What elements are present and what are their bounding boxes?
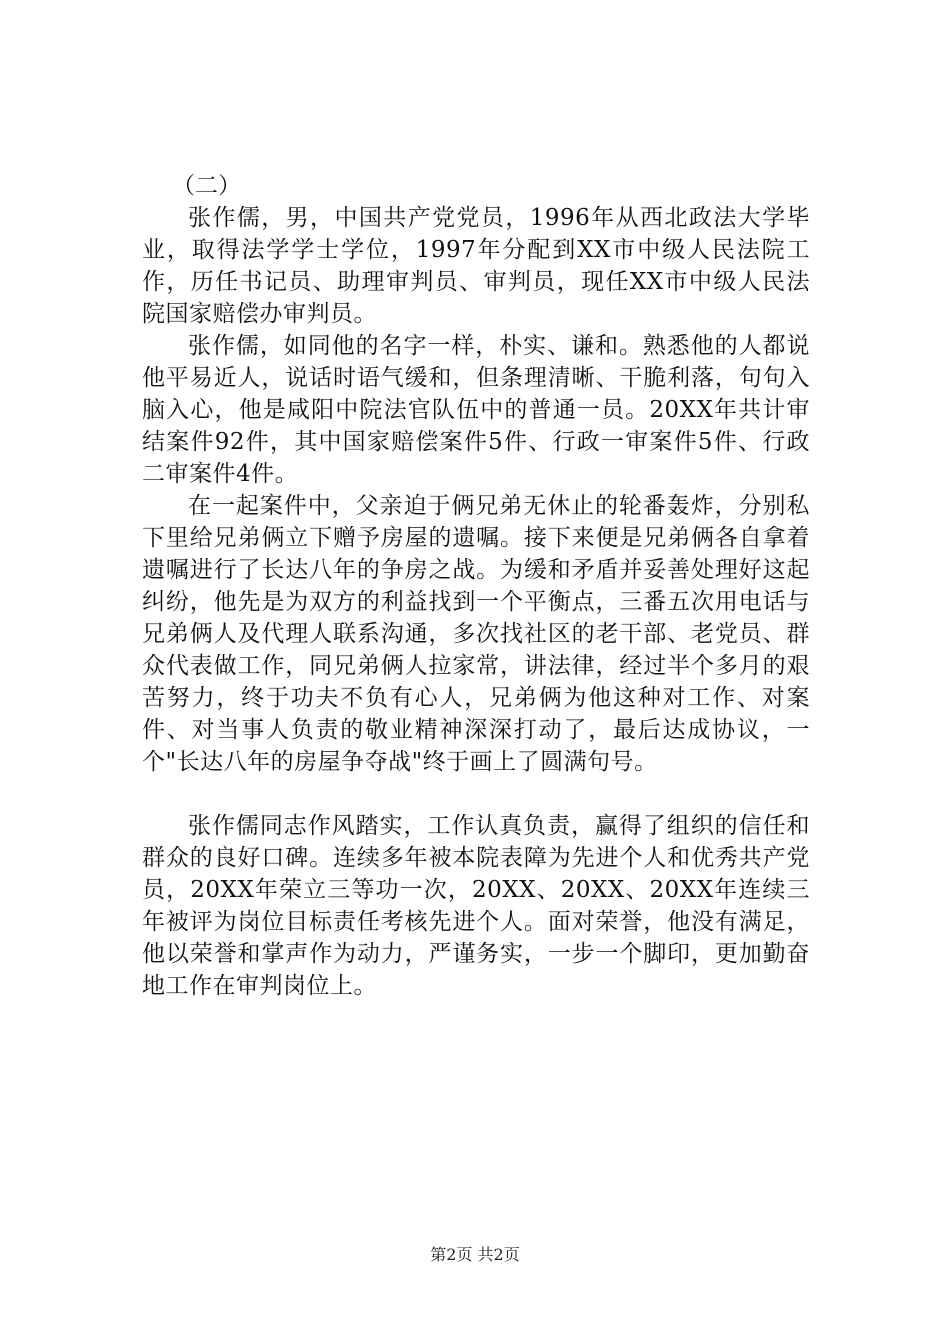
paragraph-introduction: 张作儒，男，中国共产党党员，1996年从西北政法大学毕业，取得法学学士学位，1997年分配到XX市中级人民法院工作，历任书记员、助理审判员、审判员，现任XX市中级人民法院国家赔偿办审判员。 <box>142 205 810 327</box>
paragraph-gap <box>142 778 810 810</box>
paragraph-character: 张作儒，如同他的名字一样，朴实、谦和。熟悉他的人都说他平易近人，说话时语气缓和，但条理清晰、干脆利落，句句入脑入心，他是咸阳中院法官队伍中的普通一员。20XX年共计审结案件92件，其中国家赔偿案件5件、行政一审案件5件、行政二审案件4件。 <box>142 333 810 487</box>
paragraph-case-story: 在一起案件中，父亲迫于俩兄弟无休止的轮番轰炸，分别私下里给兄弟俩立下赠予房屋的遗嘱。接下来便是兄弟俩各自拿着遗嘱进行了长达八年的争房之战。为缓和矛盾并妥善处理好这起纠纷，他先是为双方的利益找到一个平衡点，三番五次用电话与兄弟俩人及代理人联系沟通，多次找社区的老干部、老党员、群众代表做工作，同兄弟俩人拉家常，讲法律，经过半个多月的艰苦努力，终于功夫不负有心人，兄弟俩为他这种对工作、对案件、对当事人负责的敬业精神深深打动了，最后达成协议，一个"长达八年的房屋争夺战"终于画上了圆满句号。 <box>142 493 810 775</box>
page-number-footer: 第2页 共2页 <box>430 1245 520 1264</box>
document-body <box>142 170 810 1002</box>
section-heading: （二） <box>172 173 241 199</box>
paragraph-honors: 张作儒同志作风踏实，工作认真负责，赢得了组织的信任和群众的良好口碑。连续多年被本院表障为先进个人和优秀共产党员，20XX年荣立三等功一次，20XX、20XX、20XX年连续三年被评为岗位目标责任考核先进个人。面对荣誉，他没有满足，他以荣誉和掌声作为动力，严谨务实，一步一个脚印，更加勤奋地工作在审判岗位上。 <box>142 813 810 999</box>
